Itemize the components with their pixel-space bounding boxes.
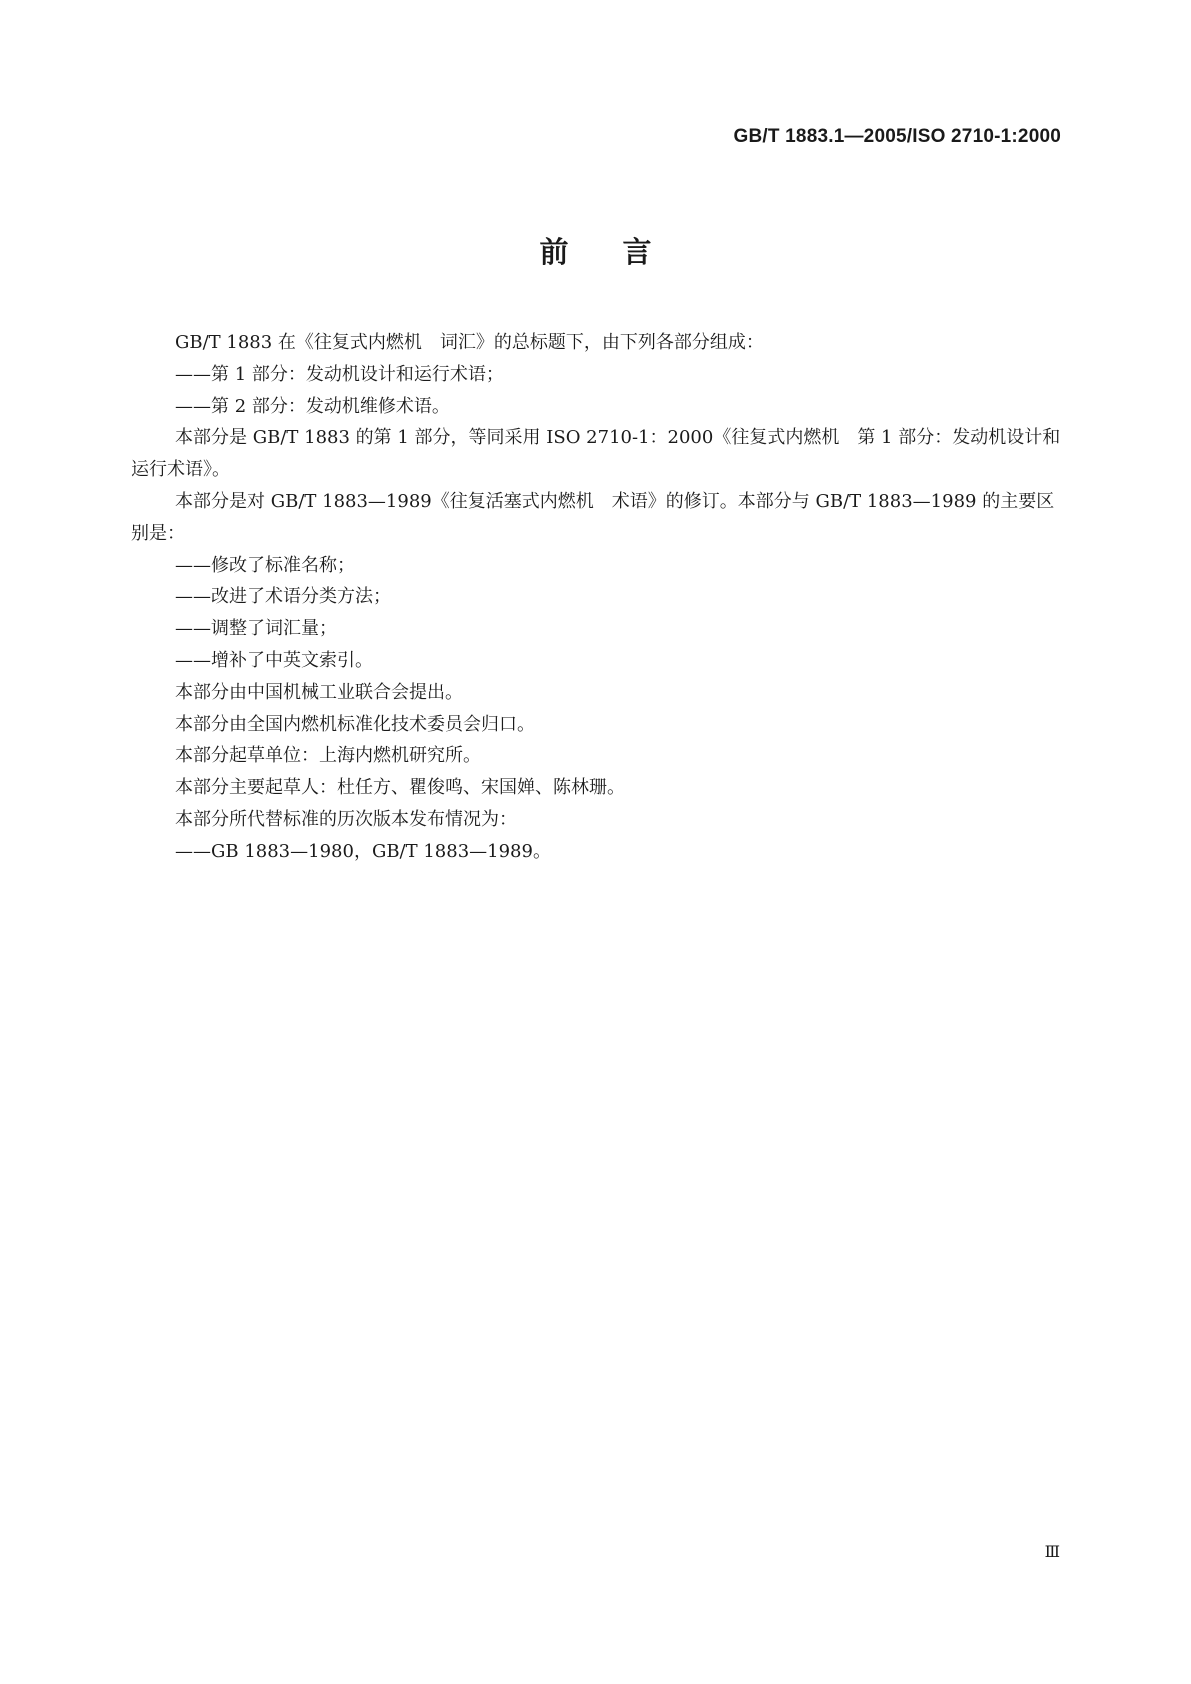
- foreword-body: [131, 327, 1061, 868]
- paragraph: GB/T 1883 在《往复式内燃机 词汇》的总标题下，由下列各部分组成：: [175, 332, 764, 353]
- paragraph: 本部分是对 GB/T 1883—1989《往复活塞式内燃机 术语》的修订。本部分与 GB/T 1883—1989 的主要区别是：: [131, 490, 1055, 544]
- list-item: ——第 1 部分：发动机设计和运行术语；: [175, 363, 504, 385]
- page-title: 前言: [539, 235, 706, 269]
- paragraph: 本部分所代替标准的历次版本发布情况为：: [175, 808, 517, 830]
- list-item: ——第 2 部分：发动机维修术语。: [175, 395, 450, 417]
- list-item: ——修改了标准名称；: [175, 554, 355, 576]
- paragraph: 本部分主要起草人：杜任方、瞿俊鸣、宋国婵、陈林珊。: [175, 777, 625, 799]
- standard-code: GB/T 1883.1—2005/ISO 2710-1:2000: [733, 126, 1061, 147]
- paragraph: 本部分由中国机械工业联合会提出。: [175, 681, 463, 703]
- list-item: ——调整了词汇量；: [175, 618, 337, 640]
- paragraph: 本部分是 GB/T 1883 的第 1 部分，等同采用 ISO 2710-1：2000《往复式内燃机 第 1 部分：发动机设计和运行术语》。: [131, 427, 1061, 481]
- list-item: ——GB 1883—1980，GB/T 1883—1989。: [175, 840, 551, 862]
- page-number: Ⅲ: [1044, 1542, 1059, 1561]
- list-item: ——改进了术语分类方法；: [175, 586, 391, 608]
- paragraph: 本部分起草单位：上海内燃机研究所。: [175, 745, 481, 767]
- paragraph: 本部分由全国内燃机标准化技术委员会归口。: [175, 713, 535, 735]
- list-item: ——增补了中英文索引。: [175, 649, 373, 671]
